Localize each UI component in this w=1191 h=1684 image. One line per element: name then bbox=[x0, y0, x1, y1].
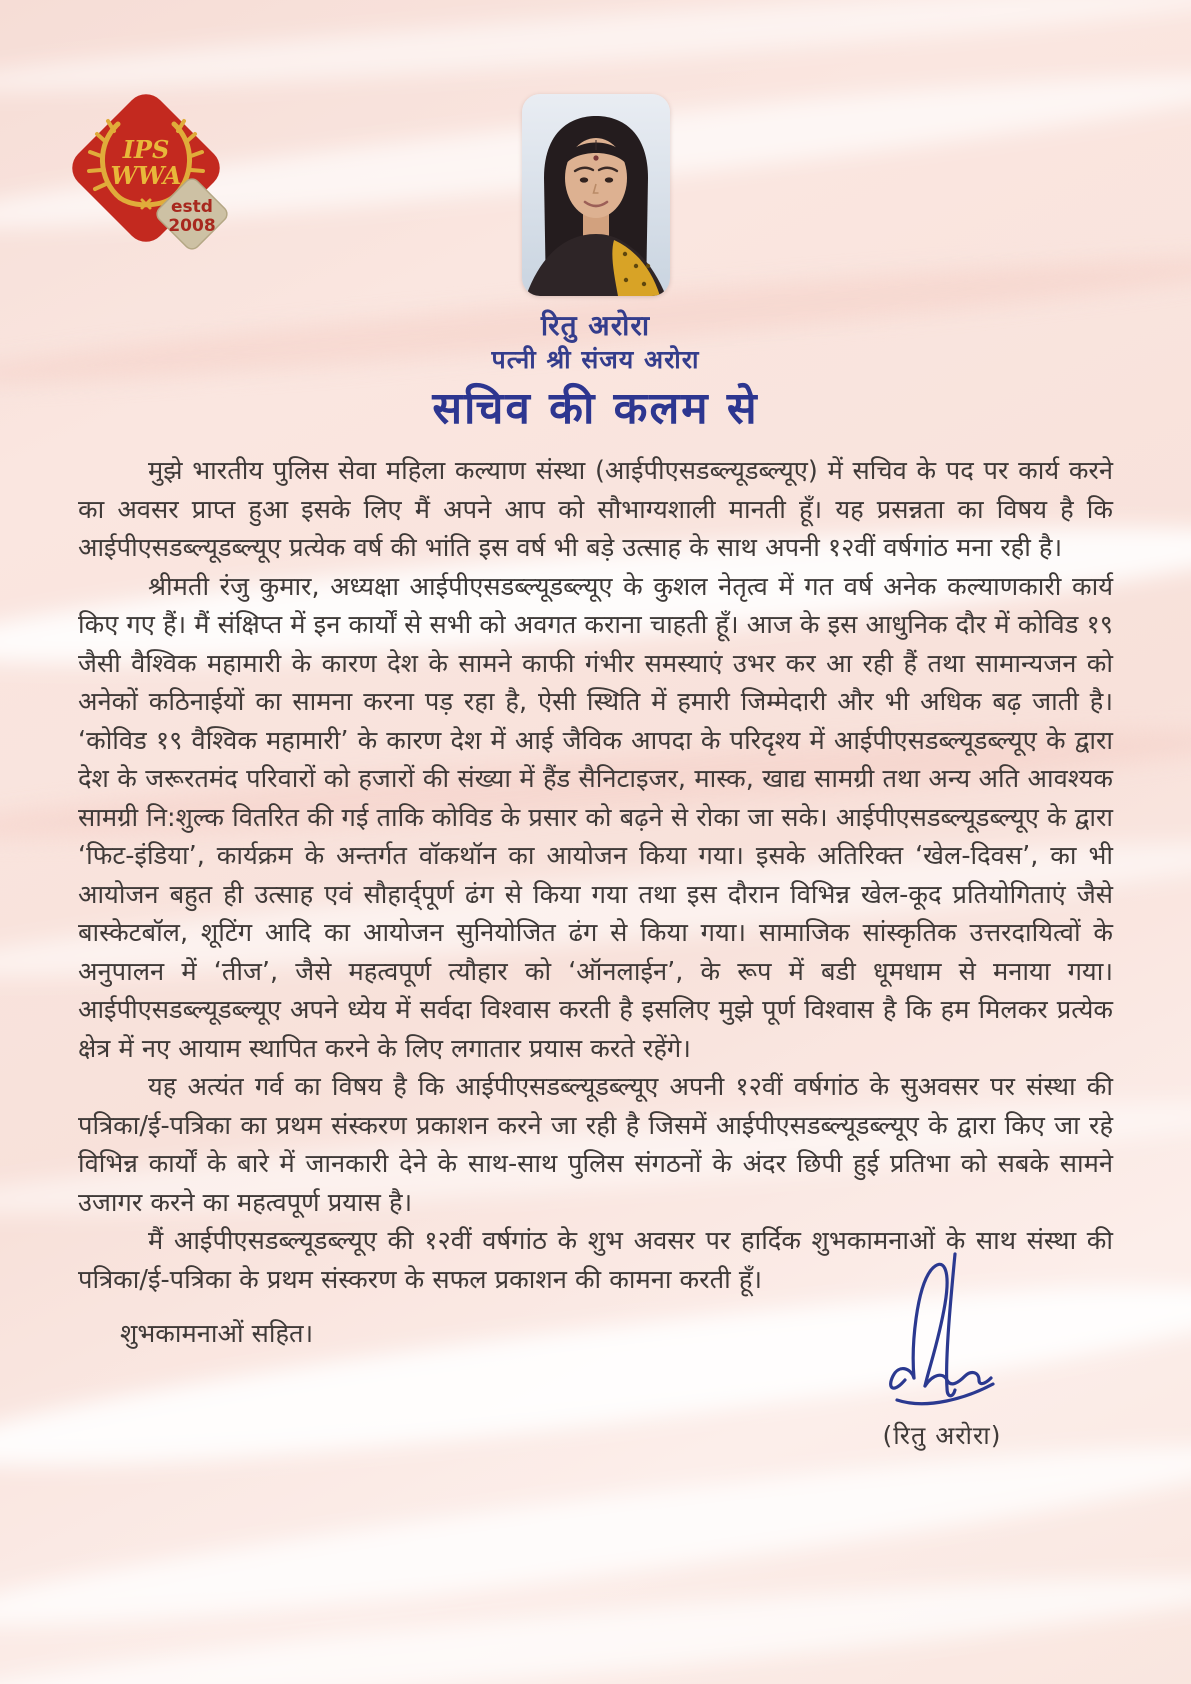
letter-paragraph: मुझे भारतीय पुलिस सेवा महिला कल्याण संस्था (आईपीएसडब्ल्यूडब्ल्यूए) में सचिव के पद पर कार्य करने का अवसर प्राप्त हुआ इसके लिए मैं अपने आप को सौभाग्यशाली मानती हूँ। यह प्रसन्नता का विषय है कि आईपीएसडब्ल्यूडब्ल्यूए प्रत्येक वर्ष की भांति इस वर्ष भी बड़े उत्साह के साथ अपनी १२वीं वर्षगांठ मना रही है। bbox=[78, 456, 1113, 563]
person-name: रितु अरोरा bbox=[540, 309, 651, 342]
ipswwa-logo bbox=[58, 80, 236, 258]
letter-paragraph: श्रीमती रंजु कुमार, अध्यक्षा आईपीएसडब्ल्यूडब्ल्यूए के कुशल नेतृत्व में गत वर्ष अनेक कल्याणकारी कार्य किए गए हैं। मैं संक्षिप्त में इन कार्यों से सभी को अवगत कराना चाहती हूँ। आज के इस आधुनिक दौर में कोविड १९ जैसी वैश्विक महामारी के कारण देश के सामने काफी गंभीर समस्याएं उभर कर आ रही हैं तथा सामान्यजन को अनेकों कठिनाईयों का सामना करना पड़ रहा है, ऐसी स्थिति में हमारी जिम्मेदारी और भी अधिक बढ़ जाती है। ‘कोविड १९ वैश्विक महामारी’ के कारण देश में आई जैविक आपदा के परिदृश्य में आईपीएसडब्ल्यूडब्ल्यूए के द्वारा देश के जरूरतमंद परिवारों को हजारों की संख्या में हैंड सैनिटाइजर, मास्क, खाद्य सामग्री तथा अन्य अति आवश्यक सामग्री नि:शुल्क वितरित की गई ताकि कोविड के प्रसार को बढ़ने से रोका जा सके। आईपीएसडब्ल्यूडब्ल्यूए के द्वारा ‘फिट-इंडिया’, कार्यक्रम के अन्तर्गत वॉकथॉन का आयोजन किया गया। इसके अतिरिक्त ‘खेल-दिवस’, का भी आयोजन बहुत ही उत्साह एवं सौहार्द्पूर्ण ढंग से किया गया तथा इस दौरान विभिन्न खेल-कूद प्रतियोगिताएं जैसे बास्केटबॉल, शूटिंग आदि का आयोजन सुनियोजित ढंग से किया गया। सामाजिक सांस्कृतिक उत्तरदायित्वों के अनुपालन में ‘तीज’, जैसे महत्वपूर्ण त्यौहार को ‘ऑनलाईन’, के रूप में बडी धूमधाम से मनाया गया। आईपीएसडब्ल्यूडब्ल्यूए अपने ध्येय में सर्वदा विश्वास करती है इसलिए मुझे पूर्ण विश्वास है कि हम मिलकर प्रत्येक क्षेत्र में नए आयाम स्थापित करने के लिए लगातार प्रयास करते रहेंगे। bbox=[78, 571, 1113, 1064]
letter-paragraph: यह अत्यंत गर्व का विषय है कि आईपीएसडब्ल्यूडब्ल्यूए अपनी १२वीं वर्षगांठ के सुअवसर पर संस्था की पत्रिका/ई-पत्रिका का प्रथम संस्करण प्रकाशन करने जा रही है जिसमें आईपीएसडब्ल्यूडब्ल्यूए के द्वारा किए जा रहे विभिन्न कार्यों के बारे में जानकारी देने के साथ-साथ पुलिस संगठनों के अंदर छिपी हुई प्रतिभा को सबके सामने उजागर करने का महत्वपूर्ण प्रयास है। bbox=[78, 1072, 1113, 1218]
portrait-photo-graphic bbox=[522, 94, 670, 296]
letter-paragraph: मैं आईपीएसडब्ल्यूडब्ल्यूए की १२वीं वर्षगांठ के शुभ अवसर पर हार्दिक शुभकामनाओं के साथ संस्था की पत्रिका/ई-पत्रिका के प्रथम संस्करण के सफल प्रकाशन की कामना करती हूँ। bbox=[78, 1226, 1113, 1295]
signatory-name: (रितु अरोरा) bbox=[882, 1421, 1002, 1450]
signature-block bbox=[852, 1248, 1032, 1452]
ipswwa-logo-graphic bbox=[58, 80, 236, 258]
page-title: सचिव की कलम से bbox=[432, 383, 759, 434]
letter-body bbox=[78, 452, 1113, 1354]
logo-monogram-line1: IPS bbox=[122, 135, 170, 164]
person-relation: पत्नी श्री संजय अरोरा bbox=[491, 345, 700, 374]
portrait-photo bbox=[522, 94, 670, 296]
letter-closing: शुभकामनाओं सहित। bbox=[120, 1319, 314, 1349]
logo-estd-line2: 2008 bbox=[168, 216, 216, 236]
logo-estd-line1: estd bbox=[171, 197, 213, 217]
logo-monogram-line2: WWA bbox=[110, 161, 182, 190]
handwritten-signature bbox=[867, 1248, 1017, 1418]
